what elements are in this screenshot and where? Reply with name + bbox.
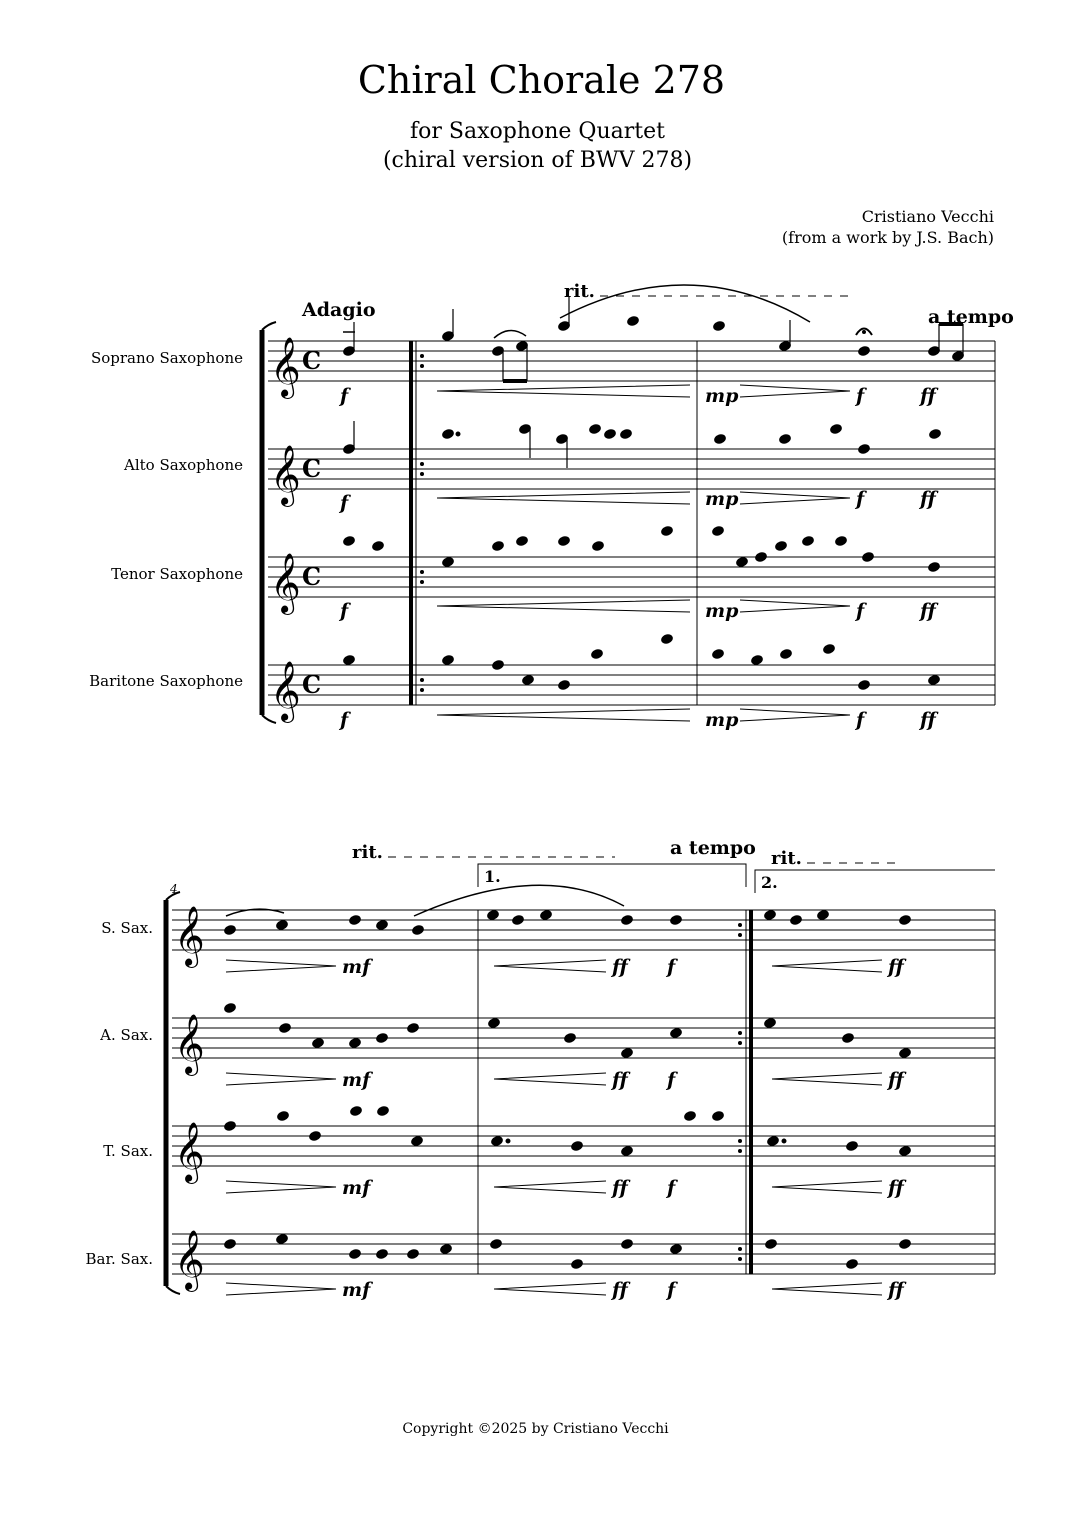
staves-system-2 xyxy=(172,910,995,1274)
dynamic-mark: mp xyxy=(705,709,739,731)
time-signature: C xyxy=(302,670,322,699)
volta-1-label: 1. xyxy=(484,867,501,886)
dynamic-mark: ff xyxy=(920,488,936,510)
rit-marking: rit. xyxy=(771,848,802,869)
dynamic-mark: f xyxy=(340,709,349,731)
repeat-start-barline xyxy=(409,341,424,705)
dynamic-mark: f xyxy=(856,488,865,510)
dynamic-mark: mf xyxy=(342,956,371,978)
treble-clef-icon: 𝄞 xyxy=(270,661,301,721)
repeat-end-barline xyxy=(738,910,753,1274)
treble-clef-icon: 𝄞 xyxy=(174,1014,205,1074)
dynamic-mark: ff xyxy=(920,709,936,731)
time-signatures xyxy=(302,346,321,699)
dynamic-mark: mp xyxy=(705,488,739,510)
dynamic-mark: f xyxy=(667,1279,676,1301)
subtitle-line-1: for Saxophone Quartet xyxy=(410,119,665,144)
dynamic-mark: mf xyxy=(342,1069,371,1091)
dynamic-mark: ff xyxy=(920,600,936,622)
subtitle-line-2: (chiral version of BWV 278) xyxy=(382,148,693,173)
dynamic-mark: f xyxy=(856,385,865,407)
dynamic-mark: f xyxy=(667,1069,676,1091)
dynamic-mark: f xyxy=(340,385,349,407)
dynamic-mark: f xyxy=(340,492,349,514)
time-signature: C xyxy=(302,346,322,375)
dynamic-mark: ff xyxy=(888,1177,904,1199)
dynamic-mark: f xyxy=(856,709,865,731)
treble-clef-icon: 𝄞 xyxy=(174,906,205,966)
dynamic-mark: mp xyxy=(705,385,739,407)
composer-name: Cristiano Vecchi xyxy=(861,207,994,226)
dynamic-mark: mf xyxy=(342,1177,371,1199)
a-tempo-marking: a tempo xyxy=(928,306,1014,328)
treble-clefs-2 xyxy=(174,906,205,1292)
rit-marking: rit. xyxy=(564,281,595,302)
time-signature: C xyxy=(302,562,322,591)
instrument-label-alto-short: A. Sax. xyxy=(100,1026,153,1044)
staff-baritone xyxy=(268,665,995,705)
dynamic-mark: ff xyxy=(920,385,936,407)
staff-alto xyxy=(268,449,995,489)
instrument-label-tenor-short: T. Sax. xyxy=(103,1142,153,1160)
instrument-label-soprano: Soprano Saxophone xyxy=(90,349,243,367)
hairpins-system-2 xyxy=(226,960,882,1295)
dynamics-system-2 xyxy=(226,956,907,1301)
system-2 xyxy=(86,837,995,1301)
dynamic-mark: f xyxy=(340,600,349,622)
copyright-footer: Copyright ©2025 by Cristiano Vecchi xyxy=(402,1421,669,1437)
dynamic-mark: ff xyxy=(612,956,628,978)
volta-1-bracket xyxy=(478,864,746,887)
tempo-marking: Adagio xyxy=(302,299,376,321)
dynamic-mark: mf xyxy=(342,1279,371,1301)
treble-clef-icon: 𝄞 xyxy=(270,337,301,397)
instrument-label-baritone-short: Bar. Sax. xyxy=(85,1250,153,1268)
dynamics-system-1 xyxy=(338,385,939,731)
instrument-label-baritone: Baritone Saxophone xyxy=(89,672,243,690)
measure-number: 4 xyxy=(170,882,178,896)
instrument-label-tenor: Tenor Saxophone xyxy=(111,565,243,583)
dynamic-mark: ff xyxy=(888,1279,904,1301)
bracket-top-hook xyxy=(262,322,276,330)
time-signature: C xyxy=(302,454,322,483)
treble-clefs xyxy=(270,337,301,723)
dynamic-mark: ff xyxy=(888,1069,904,1091)
rit-marking: rit. xyxy=(352,842,383,863)
dynamic-mark: f xyxy=(667,956,676,978)
notes-baritone xyxy=(342,633,940,690)
treble-clef-icon: 𝄞 xyxy=(174,1230,205,1290)
notes-tenor xyxy=(342,525,940,572)
staff-tenor xyxy=(268,557,995,597)
dynamic-mark: f xyxy=(856,600,865,622)
notes-alto xyxy=(342,421,941,468)
instrument-label-alto: Alto Saxophone xyxy=(124,456,243,474)
dynamic-mark: mp xyxy=(705,600,739,622)
staff-soprano xyxy=(268,341,995,381)
composer-source: (from a work by J.S. Bach) xyxy=(781,228,994,247)
notes-soprano xyxy=(342,285,964,381)
dynamic-mark: f xyxy=(667,1177,676,1199)
treble-clef-icon: 𝄞 xyxy=(174,1122,205,1182)
treble-clef-icon: 𝄞 xyxy=(270,553,301,613)
score-title: Chiral Chorale 278 xyxy=(357,58,726,102)
volta-2-label: 2. xyxy=(761,873,778,892)
dynamic-mark: ff xyxy=(888,956,904,978)
a-tempo-marking: a tempo xyxy=(670,837,756,859)
volta-2-bracket xyxy=(755,870,995,893)
instrument-label-soprano-short: S. Sax. xyxy=(101,919,153,937)
dynamic-mark: ff xyxy=(612,1069,628,1091)
dynamic-mark: ff xyxy=(612,1177,628,1199)
treble-clef-icon: 𝄞 xyxy=(270,445,301,505)
system-1 xyxy=(89,281,1014,731)
dynamic-mark: ff xyxy=(612,1279,628,1301)
